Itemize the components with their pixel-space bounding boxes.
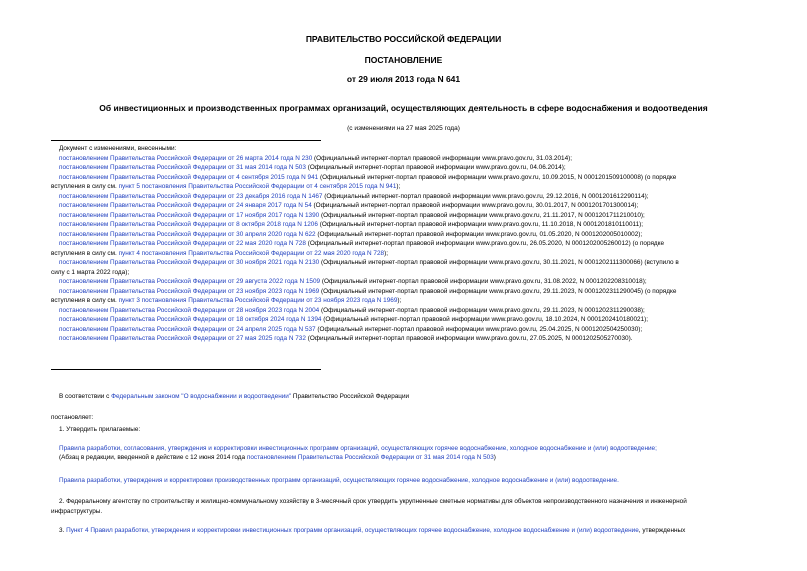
change-item-link[interactable]: постановлением Правительства Российской Федерации от 27 мая 2025 года N 732 — [59, 335, 306, 342]
continuation-pre: вступления в силу см. — [51, 249, 119, 257]
change-item — [51, 211, 769, 221]
continuation-pre: вступления в силу см. — [51, 297, 119, 304]
change-item-link[interactable]: постановлением Правительства Российской Федерации от 24 января 2017 года N 54 — [59, 202, 312, 209]
note-post: ) — [493, 454, 496, 461]
change-item-source: (Официальный интернет-портал правовой информации www.pravo.gov.ru, 25.04.2025, N 0001202504250030); — [315, 325, 643, 333]
p3-link[interactable]: Пункт 4 Правил разработки, утверждения и корректировки инвестиционных программ организаций, осуществляющих горячее водоснабжение, холодное водоснабжение и (или) водоотведение — [66, 527, 639, 534]
change-item-link[interactable]: постановлением Правительства Российской Федерации от 17 ноября 2017 года N 1390 — [59, 211, 320, 219]
change-item-link[interactable]: постановлением Правительства Российской Федерации от 22 мая 2020 года N 728 — [59, 240, 306, 247]
preamble — [51, 392, 769, 402]
divider-bottom — [51, 369, 321, 370]
document-title: Об инвестиционных и производственных программах организаций, осуществляющих деятельность в сфере водоснабжения и водоотведения — [99, 103, 708, 113]
change-item-source: (Официальный интернет-портал правовой информации www.pravo.gov.ru, 31.03.2014); — [312, 154, 573, 162]
change-item — [51, 163, 769, 173]
paragraph-1-note — [51, 453, 777, 463]
paragraph-3 — [51, 526, 777, 536]
edition-note: (с изменениями на 27 мая 2025 года) — [347, 125, 460, 132]
rules-production-link-row — [51, 476, 777, 486]
change-item — [51, 315, 769, 325]
continuation-pre: силу с 1 марта 2022 года); — [51, 268, 130, 276]
continuation-link[interactable]: пункт 3 постановления Правительства Российской Федерации от 23 ноября 2023 года N 1969 — [118, 297, 398, 304]
continuation-post: ); — [396, 183, 401, 190]
change-item — [51, 258, 769, 268]
change-item-continuation — [51, 296, 769, 306]
change-item-source: (Официальный интернет-портал правовой информации www.pravo.gov.ru, 04.06.2014); — [305, 164, 566, 171]
continuation-post: ); — [384, 249, 388, 257]
change-item-source: (Официальный интернет-портал правовой информации www.pravo.gov.ru, 27.05.2025, N 0001202505270030). — [305, 335, 633, 342]
change-item-source: (Официальный интернет-портал правовой информации www.pravo.gov.ru, 11.10.2018, N 0001201810110011); — [317, 221, 644, 228]
change-item-link[interactable]: постановлением Правительства Российской Федерации от 23 декабря 2016 года N 1467 — [59, 192, 323, 200]
divider-top — [51, 140, 321, 141]
change-item — [51, 287, 769, 297]
change-item-link[interactable]: постановлением Правительства Российской Федерации от 4 сентября 2015 года N 941 — [59, 173, 319, 181]
paragraph-2-line2: инфраструктуры. — [51, 507, 103, 515]
change-item-source: (Официальный интернет-портал правовой информации www.pravo.gov.ru, 29.11.2023, N 0001202311290045) (о порядке — [319, 287, 677, 295]
continuation-link[interactable]: пункт 5 постановления Правительства Российской Федерации от 4 сентября 2015 года N 941 — [118, 183, 397, 190]
change-item — [51, 230, 769, 240]
changes-list — [51, 144, 769, 344]
change-item-source: (Официальный интернет-портал правовой информации www.pravo.gov.ru, 31.08.2022, N 0001202208310018); — [320, 278, 647, 285]
change-item — [51, 325, 769, 335]
paragraph-1: 1. Утвердить прилагаемые: — [59, 426, 141, 433]
change-item-link[interactable]: постановлением Правительства Российской Федерации от 28 ноября 2023 года N 2004 — [59, 306, 320, 314]
change-item-source: (Официальный интернет-портал правовой информации www.pravo.gov.ru, 10.09.2015, N 0001201509100008) (о порядке — [318, 173, 677, 181]
change-item — [51, 154, 769, 164]
change-item-link[interactable]: постановлением Правительства Российской Федерации от 23 ноября 2023 года N 1969 — [59, 287, 320, 295]
change-item-continuation — [51, 182, 769, 192]
change-item-link[interactable]: постановлением Правительства Российской Федерации от 24 апреля 2025 года N 537 — [59, 325, 316, 333]
change-item-link[interactable]: постановлением Правительства Российской Федерации от 30 ноября 2021 года N 2130 — [59, 259, 320, 266]
p3-post: , утвержденных — [638, 527, 686, 534]
change-item-source: (Официальный интернет-портал правовой информации www.pravo.gov.ru, 29.12.2016, N 0001201612290114); — [322, 192, 649, 200]
change-item — [51, 306, 769, 316]
federal-law-link[interactable]: Федеральным законом "О водоснабжении и водоотведении" — [111, 393, 292, 400]
change-item-link[interactable]: постановлением Правительства Российской Федерации от 18 октября 2024 года N 1394 — [59, 316, 322, 323]
continuation-pre: вступления в силу см. — [51, 183, 119, 190]
change-item-source: (Официальный интернет-портал правовой информации www.pravo.gov.ru, 26.05.2020, N 0001202005260012) (о порядке — [305, 240, 665, 247]
change-item-source: (Официальный интернет-портал правовой информации www.pravo.gov.ru, 01.05.2020, N 0001202005010002); — [315, 230, 643, 238]
p3-pre: 3. — [59, 527, 67, 534]
note-pre: (Абзац в редакции, введенной в действие с 12 июня 2014 года — [59, 454, 247, 461]
change-item-source: (Официальный интернет-портал правовой информации www.pravo.gov.ru, 18.10.2024, N 0001202410180021); — [321, 316, 649, 323]
change-item — [51, 201, 769, 211]
doc-type-heading: ПОСТАНОВЛЕНИЕ — [364, 55, 443, 65]
change-item-link[interactable]: постановлением Правительства Российской Федерации от 29 августа 2022 года N 1509 — [59, 278, 321, 285]
continuation-link[interactable]: пункт 4 постановления Правительства Российской Федерации от 22 мая 2020 года N 728 — [118, 249, 385, 257]
change-item-source: (Официальный интернет-портал правовой информации www.pravo.gov.ru, 21.11.2017, N 0001201711210010); — [319, 211, 645, 219]
date-number-heading: от 29 июля 2013 года N 641 — [346, 74, 461, 84]
change-item — [51, 173, 769, 183]
paragraph-2 — [51, 497, 769, 516]
change-item-link[interactable]: постановлением Правительства Российской Федерации от 31 мая 2014 года N 503 — [59, 164, 306, 171]
changes-items — [51, 154, 769, 344]
change-item-link[interactable]: постановлением Правительства Российской Федерации от 30 апреля 2020 года N 622 — [59, 230, 316, 238]
change-item — [51, 277, 769, 287]
change-item-source: (Официальный интернет-портал правовой информации www.pravo.gov.ru, 30.01.2017, N 0001201701300014); — [311, 202, 639, 209]
resolves-text: постановляет: — [51, 414, 94, 421]
change-item-source: (Официальный интернет-портал правовой информации www.pravo.gov.ru, 29.11.2023, N 0001202311290038); — [319, 306, 645, 314]
change-item-link[interactable]: постановлением Правительства Российской Федерации от 26 марта 2014 года N 230 — [59, 154, 313, 162]
government-heading: ПРАВИТЕЛЬСТВО РОССИЙСКОЙ ФЕДЕРАЦИИ — [305, 34, 502, 44]
change-item — [51, 192, 769, 202]
change-item-continuation — [51, 249, 769, 259]
note-link[interactable]: постановлением Правительства Российской Федерации от 31 мая 2014 года N 503 — [246, 454, 494, 461]
change-item — [51, 334, 769, 344]
preamble-post: Правительство Российской Федерации — [291, 393, 410, 400]
change-item-link[interactable]: постановлением Правительства Российской Федерации от 8 октября 2018 года N 1206 — [59, 221, 318, 228]
paragraph-2-line1: 2. Федеральному агентству по строительству и жилищно-коммунальному хозяйству в 3-месячный срок утвердить укрупненные сметные нормативы для объектов непроизводственного назначения и инженерной — [59, 498, 687, 505]
change-item — [51, 220, 769, 230]
change-item — [51, 239, 769, 249]
preamble-pre: В соответствии с — [59, 393, 112, 400]
rules-investment-link[interactable]: Правила разработки, согласования, утверждения и корректировки инвестиционных программ организаций, осуществляющих горячее водоснабжение, холодное водоснабжение и (или) водоотведение; — [59, 445, 657, 452]
change-item-source: (Официальный интернет-портал правовой информации www.pravo.gov.ru, 30.11.2021, N 0001202111300066) (вступило в — [319, 259, 679, 266]
change-item-continuation — [51, 268, 769, 278]
continuation-post: ); — [397, 297, 402, 304]
rules-production-link[interactable]: Правила разработки, утверждения и корректировки производственных программ организаций, осуществляющих горячее водоснабжение, холодное водоснабжение и (или) водоотведение. — [59, 477, 619, 484]
changes-heading: Документ с изменениями, внесенными: — [59, 145, 177, 152]
